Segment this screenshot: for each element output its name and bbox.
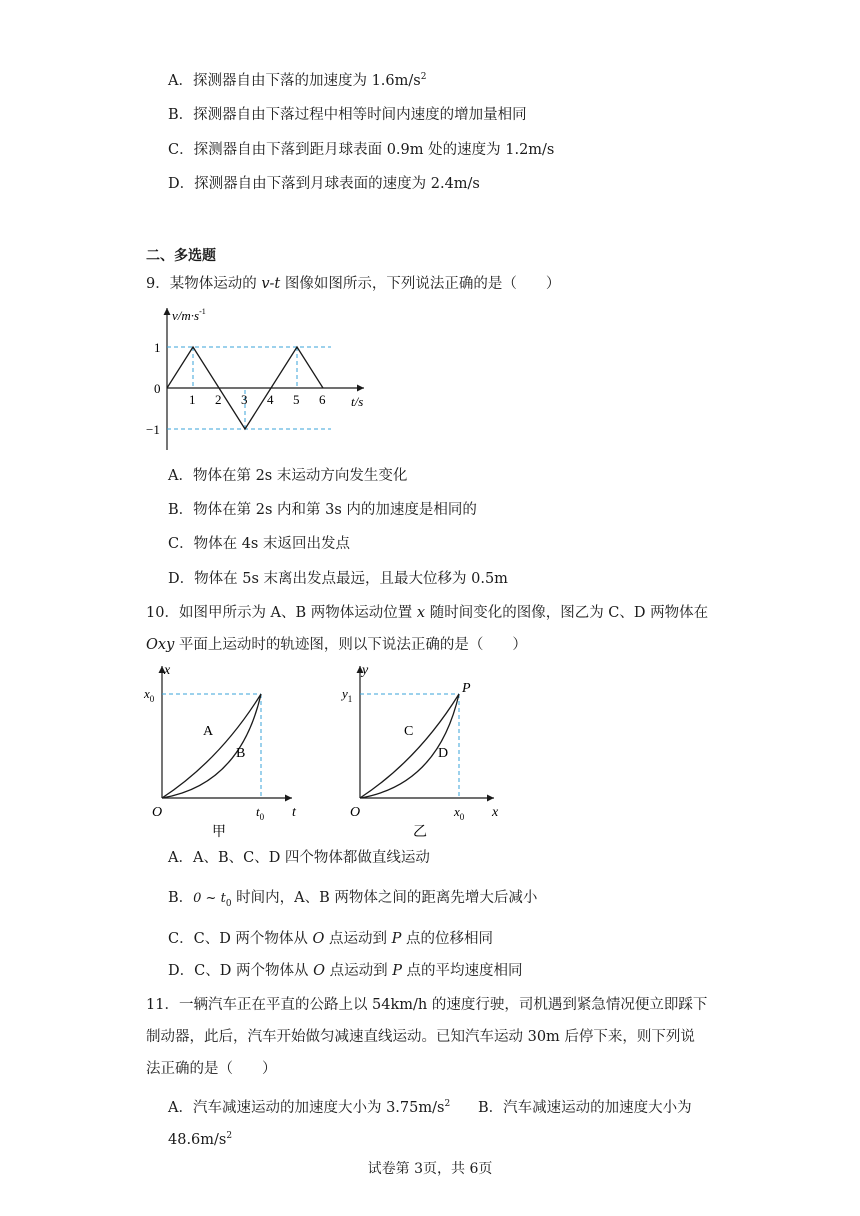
x-tick-5: 5 [293, 392, 300, 407]
yi-graph [338, 660, 508, 840]
q9-stem: 9．某物体运动的 v-t 图像如图所示，下列说法正确的是（ ） [146, 276, 561, 292]
q8-option-c: C．探测器自由下落到距月球表面 0.9m 处的速度为 1.2m/s [168, 142, 555, 158]
y-tick-neg1: −1 [146, 422, 160, 437]
yi-point-p-label: P [462, 681, 471, 696]
q8-option-d: D．探测器自由下落到月球表面的速度为 2.4m/s [168, 176, 480, 192]
q10-figure-jia [140, 660, 310, 840]
q11-option-b-continued: $48.6m/s^2$ [168, 1131, 233, 1148]
x-tick-3: 3 [241, 392, 248, 407]
x-tick-4: 4 [267, 392, 274, 407]
q10-stem-line2: Oxy 平面上运动时的轨迹图，则以下说法正确的是（ ） [146, 637, 527, 653]
yi-origin-label: O [350, 805, 361, 820]
yi-x-axis-label: x [492, 805, 499, 820]
vt-graph [146, 300, 376, 460]
q10-option-b: B．0 ~ $t_0$ 时间内，A、B 两物体之间的距离先增大后减小 [168, 890, 538, 909]
jia-y-axis-label: x [164, 663, 171, 678]
q9-option-c: C．物体在 4s 末返回出发点 [168, 536, 350, 552]
yi-y1-label: $y_1$ [342, 686, 353, 704]
q11-stem-line2: 制动器，此后，汽车开始做匀减速直线运动。已知汽车运动 30m 后停下来，则下列说 [146, 1029, 695, 1045]
q10-stem-line1: 10．如图甲所示为 A、B 两物体运动位置 x 随时间变化的图像，图乙为 C、D 两物体在 [146, 605, 709, 621]
jia-curve-b [162, 694, 261, 798]
jia-curve-a [162, 694, 261, 798]
x-tick-6: 6 [319, 392, 326, 407]
x-tick-1: 1 [189, 392, 196, 407]
q11-option-a: A．汽车减速运动的加速度大小为 $3.75m/s^2$ [168, 1099, 451, 1116]
yi-curve-c-label: C [404, 724, 414, 739]
page-footer: 试卷第 3页，共 6页 [367, 1161, 493, 1177]
jia-curve-a-label: A [203, 724, 214, 739]
q10-option-d: D．C、D 两个物体从 O 点运动到 P 点的平均速度相同 [168, 963, 523, 979]
q10-option-a: A．A、B、C、D 四个物体都做直线运动 [168, 850, 430, 866]
jia-x-axis-label: t [292, 805, 296, 820]
q9-option-b: B．物体在第 2s 内和第 3s 内的加速度是相同的 [168, 502, 477, 518]
q10-option-c: C．C、D 两个物体从 O 点运动到 P 点的位移相同 [168, 931, 494, 947]
yi-y-axis-label: y [362, 663, 369, 678]
yi-x0-label: $x_0$ [454, 804, 465, 822]
q8-option-b: B．探测器自由下落过程中相等时间内速度的增加量相同 [168, 107, 527, 123]
q11-stem-line3: 法正确的是（ ） [146, 1061, 277, 1077]
jia-graph [140, 660, 310, 840]
jia-x0-label: $x_0$ [144, 686, 155, 704]
q9-option-d: D．物体在 5s 末离出发点最远，且最大位移为 0.5m [168, 571, 508, 587]
y-tick-1: 1 [154, 340, 161, 355]
q8-option-a: A．探测器自由下落的加速度为 $1.6m/s^2$ [168, 72, 427, 89]
t-axis-label: t/s [351, 394, 364, 409]
y-tick-0: 0 [154, 381, 161, 396]
jia-t0-label: $t_0$ [256, 804, 265, 822]
q11-option-b: B．汽车减速运动的加速度大小为 [478, 1100, 692, 1116]
q9-option-a: A．物体在第 2s 末运动方向发生变化 [168, 468, 408, 484]
section-title: 二、多选题 [146, 248, 216, 264]
x-tick-2: 2 [215, 392, 222, 407]
q10-figure-yi [338, 660, 508, 840]
yi-curve-d-label: D [438, 746, 449, 761]
jia-curve-b-label: B [236, 746, 246, 761]
jia-caption: 甲 [212, 825, 226, 840]
q9-vt-figure [146, 300, 376, 460]
yi-caption: 乙 [413, 825, 427, 840]
v-axis-label: $v/m\cdot s^{-1}$ [172, 307, 206, 323]
jia-origin-label: O [152, 805, 163, 820]
q11-stem-line1: 11．一辆汽车正在平直的公路上以 54km/h 的速度行驶，司机遇到紧急情况便立即踩下 [146, 997, 708, 1013]
